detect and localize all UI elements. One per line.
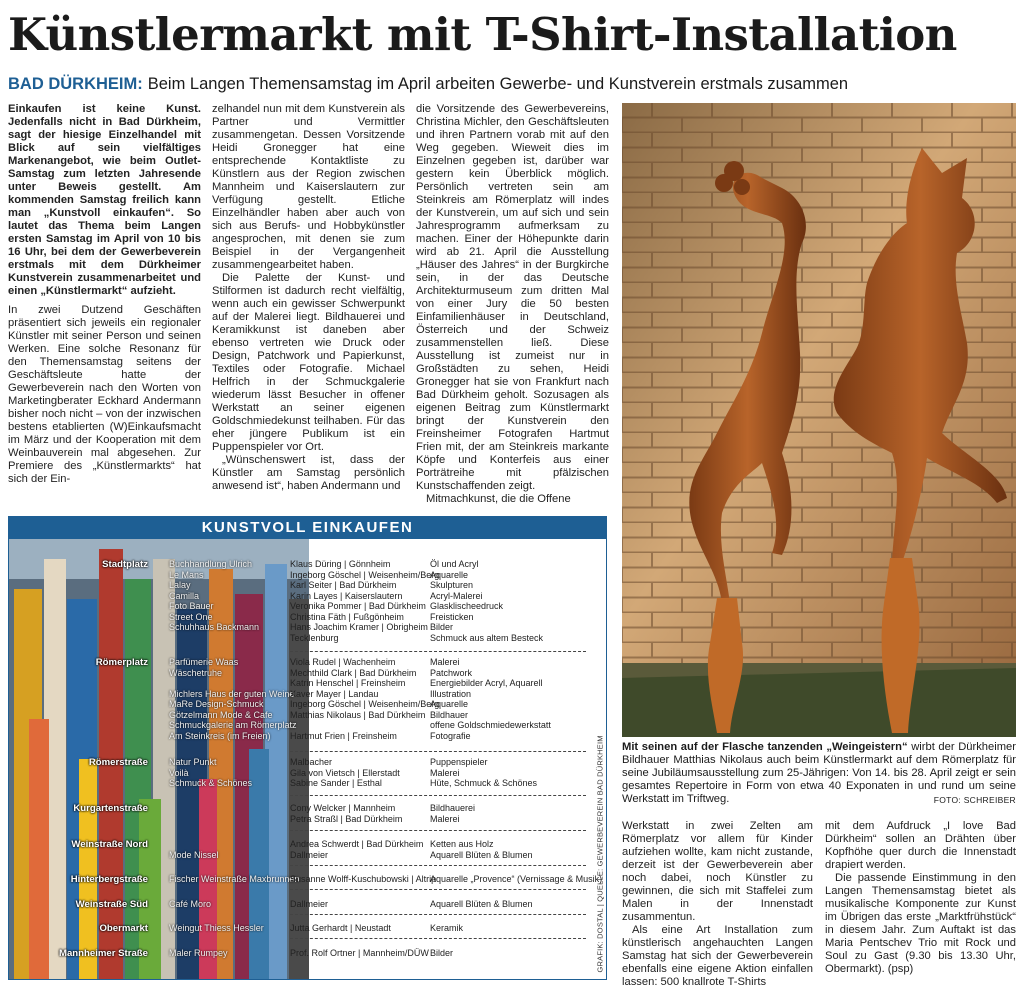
artist: Dallmeier [290, 899, 329, 909]
technique: Öl und Acryl [430, 559, 479, 569]
technique: Malerei [430, 767, 460, 778]
shop: Michlers Haus der guten Weine [169, 688, 295, 699]
artist: Susanne Wolff-Kuschubowski | Altrip [290, 874, 437, 884]
technique-list [430, 803, 475, 824]
technique: Aquarelle „Provence“ (Vernissage & Musik) [430, 874, 603, 884]
paintbrushes-image [9, 539, 309, 980]
graphic-credit-text: GRAFIK: DOSTAL | QUELLE: GEWERBEVEREIN BAD DÜRKHEIM [595, 735, 605, 973]
infobox-title: KUNSTVOLL EINKAUFEN [9, 517, 606, 539]
article-paragraph: die Vorsitzende des Gewerbevereins, Christina Michler, den Geschäftsleuten und ihren Partnern vorab mit auf den Weg gegeben. Wieweit dies im Einzelnen gegeben ist, darüber war gestern kein Überblick möglich. Persönlich vertreten sein am Steinkreis am Römerplatz will indes der Kunstverein, um auf sich und sein Jahresprogramm aufmerksam zu machen. Einer der Höhepunkte darin wird ab 21. April die Ausstellung „Häuser des Jahres“ in der Burgkirche sein, in der das Deutsche Architekturmuseum zum dritten Mal von einer Jury die 50 besten Einfamilienhäuser in Deutschland, Österreich und der Schweiz zusammenstellen ließ. Diese Ausstellung ist zumeist nur in Großstädten zu sehen, Heidi Gronegger hat sie von Frankfurt nach Bad Dürkheim geholt. Sozusagen als eigenen Beitrag zum Künstlermarkt bringt der Kunstverein den Freinsheimer Fotografen Hartmut Frien mit, der am Steinkreis markante Köpfe und Konterfeis aus einer Porträtreihe mit pfälzischen Kunstschaffenden zeigt. [416, 103, 609, 492]
shop: Buchhandlung Ulrich [169, 559, 253, 569]
technique: Aquarelle [430, 699, 469, 709]
shop: Le Mans [169, 569, 204, 580]
artist-list [290, 657, 439, 741]
artist: Ingeborg Göschel | Weisenheim/Berg [290, 699, 440, 709]
technique-list [430, 874, 602, 885]
article-column-2 [212, 103, 405, 493]
article-paragraph: Die Palette der Kunst- und Stilformen ist dadurch recht vielfältig, wenn auch ein gewisser Schwerpunkt auf der Malerei liegt. Bildhauerei und Keramikkunst ist daneben aber ebenso vertreten wie Druck oder Design, Patchwork und Papierkunst, Textiles oder Fotografie. Michael Helfrich in der Schmuckgalerie wiederum lässt Besucher in offener Werkstatt an seiner eigenen Goldschmiedekunst teilhaben. Für das eher jüngere Publikum ist ein Puppenspieler vor Ort. [212, 272, 405, 453]
shop-list [169, 899, 211, 910]
technique-list [430, 559, 543, 643]
paintbrushes-illustration [9, 539, 309, 980]
subheadline [8, 74, 1018, 94]
article-paragraph: zelhandel nun mit dem Kunstverein als Partner und Vermittler zusammengetan. Dessen Vorsitzende Heidi Gronegger hat eine entsprechende Kontaktliste zu Künstlern aus der Region zwischen Mannheim und Kaiserslautern zur Verfügung gestellt. Etliche Einzelhändler haben aber auch von sich aus Berufs- und Hobbykünstler angesprochen, mit denen sie zum Beispiel in der Vergangenheit zusammengearbeitet haben. [212, 103, 405, 271]
shop: Schuhhaus Backmann [169, 622, 260, 632]
technique: Aquarell Blüten & Blumen [430, 849, 533, 860]
shop-list [169, 874, 299, 885]
shop [169, 678, 297, 689]
headline: Künstlermarkt mit T-Shirt-Installation [8, 8, 957, 61]
shop-list [169, 757, 252, 789]
location-weinstrasse-nord: Weinstraße Nord [71, 839, 148, 850]
location-roemerstrasse: Römerstraße [88, 757, 148, 768]
technique: Illustration [430, 688, 472, 699]
technique: Energiebilder Acryl, Aquarell [430, 678, 543, 688]
artist: Katrin Henschel | Freinsheim [290, 678, 406, 688]
section-divider [290, 914, 586, 915]
subheadline-text: Beim Langen Themensamstag im April arbeiten Gewerbe- und Kunstverein erstmals zusammen [147, 75, 849, 93]
artist: Malbacher [290, 757, 333, 767]
artist: Viola Rudel | Wachenheim [290, 657, 396, 667]
shop: Schmuck & Schönes [169, 778, 253, 788]
shop: Maler Rumpey [169, 948, 228, 958]
technique: Fotografie [430, 730, 471, 741]
location-obermarkt: Obermarkt [99, 923, 148, 934]
artist: Gila von Vietsch | Ellerstadt [290, 767, 400, 778]
location-mannheimer-strasse: Mannheimer Straße [58, 948, 148, 959]
shop: Fischer Weinstraße Maxbrunnen [169, 874, 300, 884]
technique: Patchwork [430, 667, 473, 678]
shop: Natur Punkt [169, 757, 217, 767]
artist: Mechthild Clark | Bad Dürkheim [290, 667, 417, 678]
section-divider [290, 751, 586, 752]
shop: Parfümerie Waas [169, 657, 239, 667]
shop: Weingut Thiess Hessler [169, 923, 264, 933]
technique: Ketten aus Holz [430, 839, 494, 849]
artist-list [290, 874, 436, 885]
artist: Karl Seiter | Bad Dürkheim [290, 580, 397, 590]
technique-list [430, 657, 551, 741]
location-weinstrasse-sued: Weinstraße Süd [75, 899, 148, 910]
shop: Camilla [169, 590, 200, 601]
artist: Veronika Pommer | Bad Dürkheim [290, 601, 426, 611]
shop: Schmuckgalerie am Römerplatz [169, 720, 297, 730]
artist: Prof. Rolf Ortner | Mannheim/DÜW [290, 948, 429, 958]
technique: Keramik [430, 923, 464, 933]
artist-list [290, 757, 400, 789]
technique-list [430, 948, 453, 959]
technique: Aquarelle [430, 569, 469, 580]
artist: Matthias Nikolaus | Bad Dürkheim [290, 709, 426, 720]
article-lead: Einkaufen ist keine Kunst. Jedenfalls nicht in Bad Dürkheim, sagt der hiesige Einzelhandel mit Blick auf sein vielfältiges Markenangebot, wie beim Outlet-Samstag zum letzten Jahresende unter Beweis gestellt. Am kommenden Samstag freilich kann man „Kunstvoll einkaufen“. So lautet das Thema beim Langen ersten Samstag im April von 10 bis 16 Uhr, bei dem der Gewerbeverein erstmals mit dem Dürkheimer Kunstverein zusammenarbeitet und einen „Künstlermarkt“ aufzieht. [8, 103, 201, 297]
technique: Puppenspieler [430, 757, 488, 767]
shop: Street One [169, 611, 213, 622]
technique-list [430, 839, 533, 860]
article-paragraph: In zwei Dutzend Geschäften präsentiert sich jeweils ein regionaler Künstler mit seiner Person und seinen Werken. Eine solche Resonanz für den Themensamstag seitens der Geschäftsleute hatte der Gewerbeverein nach den Worten von Marketingberater Eckhard Andermann bisher noch nicht – von der inzwischen bestens etablierten (W)Einkaufsmacht im März und der Kooperation mit dem Weinbauverein mal abgesehen. Zur Premiere des „Künstlermarkts“ hat sich der Ein- [8, 304, 201, 485]
section-divider [290, 651, 586, 652]
dateline-location: BAD DÜRKHEIM: [8, 75, 143, 93]
shop: MaRe Design-Schmuck [169, 699, 264, 709]
technique: Bildhauer [430, 709, 469, 720]
location-hinterbergstrasse: Hinterbergstraße [70, 874, 148, 885]
article-paragraph: Als eine Art Installation zum künstlerisch angehauchten Langen Samstag hat sich der Gewerbeverein ebenfalls eine eigene Aktion einfallen lassen: 500 knallrote T-Shirts [622, 924, 813, 988]
technique: Malerei [430, 813, 460, 824]
shop: Mode Nissel [169, 849, 219, 860]
artist-list [290, 803, 402, 824]
technique: Bilder [430, 622, 454, 632]
artist: Petra Straßl | Bad Dürkheim [290, 813, 403, 824]
shop: Foto Bauer [169, 601, 214, 611]
artist: Christina Fäth | Fußgönheim [290, 611, 404, 622]
artist: Karin Layes | Kaiserslautern [290, 590, 403, 601]
shop [169, 839, 219, 850]
artist [290, 720, 439, 731]
caption-bold: Mit seinen auf der Flasche tanzenden „Weingeistern“ [622, 741, 908, 753]
location-stadtplatz: Stadtplatz [102, 559, 148, 570]
artist: Jutta Gerhardt | Neustadt [290, 923, 391, 933]
artist: Hartmut Frien | Freinsheim [290, 730, 397, 741]
section-divider [290, 889, 586, 890]
technique: Freisticken [430, 611, 474, 622]
technique: offene Goldschmiedewerkstatt [430, 720, 551, 730]
artist: Klaus Düring | Gönnheim [290, 559, 391, 569]
location-roemerplatz: Römerplatz [95, 657, 148, 668]
shop-list [169, 839, 219, 860]
shop-list [169, 657, 297, 741]
section-divider [290, 865, 586, 866]
section-divider [290, 830, 586, 831]
artist: Andrea Schwerdt | Bad Dürkheim [290, 839, 424, 849]
artist: Sabine Sander | Esthal [290, 778, 382, 788]
shop-list [169, 923, 264, 934]
technique: Acryl-Malerei [430, 590, 483, 601]
kunstvoll-einkaufen-infobox [8, 516, 607, 980]
technique: Schmuck aus altem Besteck [430, 632, 544, 643]
shop: Voilà [169, 767, 189, 778]
graphic-source-credit [593, 735, 607, 975]
section-divider [290, 795, 586, 796]
artist: Tecklenburg [290, 632, 339, 643]
photo-credit: FOTO: SCHREIBER [933, 795, 1016, 805]
sculpture-illustration [622, 103, 1016, 737]
technique: Aquarell Blüten & Blumen [430, 899, 533, 909]
shop: Am Steinkreis (im Freien) [169, 730, 271, 741]
artist-list [290, 923, 391, 934]
shop: Wäschetruhe [169, 667, 223, 678]
artist-list [290, 899, 328, 910]
location-kurgartenstrasse: Kurgartenstraße [73, 803, 148, 814]
article-column-1 [8, 103, 201, 486]
artist: Dallmeier [290, 849, 329, 860]
article-column-4 [622, 820, 813, 989]
technique: Bilder [430, 948, 454, 958]
artist: Ingeborg Göschel | Weisenheim/Berg [290, 569, 440, 580]
article-column-5 [825, 820, 1016, 976]
article-paragraph: Die passende Einstimmung in den Langen Themensamstag bietet als musikalische Komponente zur Kunst im Übrigen das erste „Marktfrühstück“ in diesem Jahr. Zum Auftakt ist das Maria Pentschev Trio mit Rock und Soul zu Gast (9.30 bis 13.30 Uhr, Obermarkt). (psp) [825, 872, 1016, 975]
shop: Götzelmann Mode & Cafe [169, 709, 273, 720]
technique-list [430, 757, 537, 789]
article-paragraph: Werkstatt in zwei Zelten am Römerplatz vor allem für Kinder aufziehen wollte, kam nicht zustande, derzeit ist der Gewerbeverein aber noch dabei, noch Künstler zu gewinnen, die sich mit Staffelei zum Malen in der Innenstadt zusammentun. [622, 820, 813, 923]
article-column-3 [416, 103, 609, 506]
artist: Cony Welcker | Mannheim [290, 803, 396, 813]
artist: Hans Joachim Kramer | Obrigheim [290, 622, 428, 632]
technique: Malerei [430, 657, 460, 667]
section-divider [290, 938, 586, 939]
shop: Café Moro [169, 899, 212, 909]
caption-text: wirbt der Dürkheimer Bildhauer Matthias Nikolaus auch beim Künstlermarkt auf dem Römerplatz für seine Jubiläumsausstellung zum 25-Jährigen: Von 14. bis 28. April zeigt er sein gesamtes Repertoire in Form von etwa 40 Exponaten in und rund um seine Werkstatt im Triftweg. [622, 741, 1017, 805]
technique: Bildhauerei [430, 803, 476, 813]
technique-list [430, 923, 463, 934]
shop: Lalay [169, 580, 191, 590]
artist-list [290, 948, 429, 959]
technique-list [430, 899, 533, 910]
technique: Glasklischeedruck [430, 601, 504, 611]
technique: Skulpturen [430, 580, 474, 590]
weingeister-sculpture-photo [622, 103, 1016, 737]
artist: Xaver Mayer | Landau [290, 688, 379, 699]
technique: Hüte, Schmuck & Schönes [430, 778, 538, 788]
article-paragraph: mit dem Aufdruck „I love Bad Dürkheim“ sollen an Drähten über Kopfhöhe quer durch die Innenstadt drapiert werden. [825, 820, 1016, 871]
shop-list [169, 948, 228, 959]
shop-list [169, 559, 259, 633]
artist-list [290, 559, 439, 643]
artist-list [290, 839, 423, 860]
article-paragraph: Mitmachkunst, die die Offene [426, 493, 571, 505]
article-paragraph: „Wünschenswert ist, dass der Künstler am Samstag persönlich anwesend ist“, haben Andermann und [212, 454, 405, 492]
